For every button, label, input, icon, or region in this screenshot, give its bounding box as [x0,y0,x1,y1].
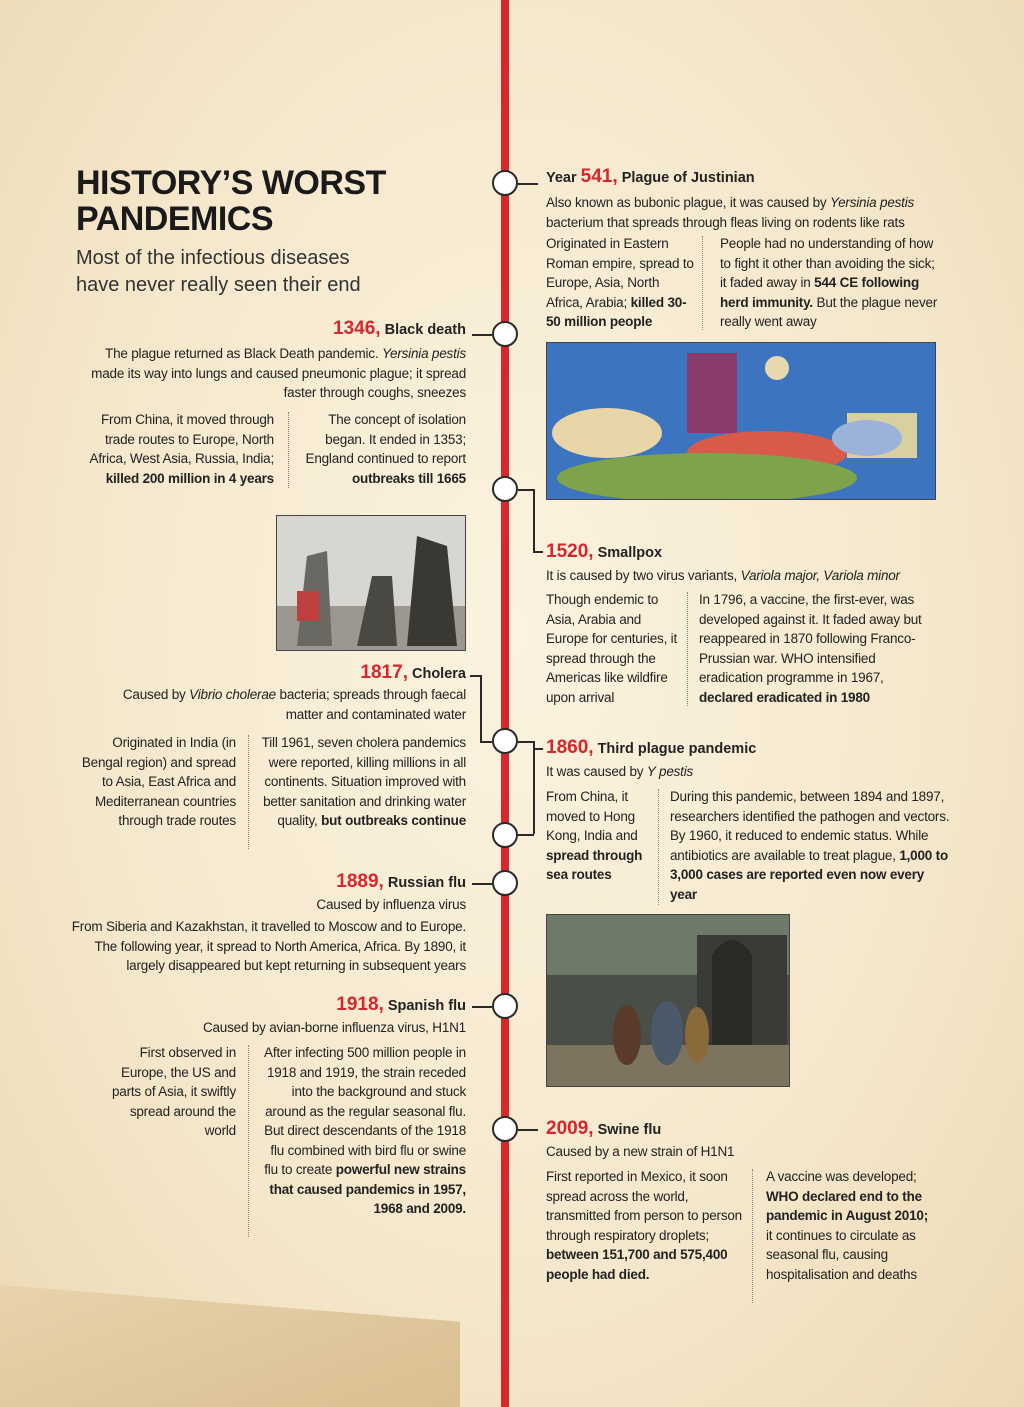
year-1918: 1918, [336,994,384,1015]
tick-2009 [518,1129,538,1131]
desc-1817: Caused by Vibrio cholerae bacteria; spreads through faecal matter and contaminated water [122,687,466,722]
header-1860 [546,737,756,759]
connector-1520 [533,489,535,552]
title-line-2: PANDEMICS [76,200,273,238]
node-2009 [492,1116,518,1142]
cholera-engraving-art [277,516,466,651]
header-1346 [260,318,466,340]
separator-541 [702,236,703,330]
tick-1520 [518,489,534,491]
col1-1346: From China, it moved through trade routes to Europe, North Africa, West Asia, Russia, India; killed 200 million in 4 years [89,412,274,486]
col2-1346: The concept of isolation began. It ended in 1353; England continued to report outbreaks till 1665 [305,412,466,486]
header-1520 [546,541,662,563]
tick-1889 [472,883,492,885]
node-1346 [492,321,518,347]
col1-2009: First reported in Mexico, it soon spread across the world, transmitted from person to person through respiratory droplets; between 151,700 and 575,400 people had died. [546,1169,742,1282]
col2-1817: Till 1961, seven cholera pandemics were reported, killing millions in all continents. Situation improved with better sanitation and drinking water quality, but outbreaks continue [261,735,466,828]
year-2009: 2009, [546,1118,594,1139]
tick-1860a [518,741,534,743]
title-line-1: HISTORY’S WORST [76,164,386,202]
year-1346: 1346, [333,318,381,339]
connector-1860 [533,741,535,834]
desc-541: Also known as bubonic plague, it was caused by Yersinia pestis bacterium that spreads through fleas living on rodents like rats [546,195,915,230]
event-name-1346: Black death [384,322,466,338]
col1-1860: From China, it moved to Hong Kong, India and spread through sea routes [546,789,643,882]
subtitle-line-1: Most of the infectious diseases [76,247,350,269]
node-1520 [492,476,518,502]
cholera-engraving-image [276,515,466,651]
col2-541: People had no understanding of how to fight it other than avoiding the sick; it faded away in 544 CE following herd immunity. But the plague never really went away [720,236,938,329]
header-2009 [546,1118,661,1140]
desc-1889: Caused by influenza virus [316,897,466,912]
year-1860: 1860, [546,737,594,758]
timeline-axis [501,0,509,1407]
separator-1520 [687,592,688,706]
col2-1520: In 1796, a vaccine, the first-ever, was developed against it. It faded away but reappeared in 1870 following Franco-Prussian war. WHO intensified eradication programme in 1967, declared eradicated in 1980 [699,592,922,705]
tick-541 [518,183,538,185]
event-name-1520: Smallpox [597,545,663,561]
separator-1860 [658,789,659,905]
separator-2009 [752,1169,753,1303]
desc-1860: It was caused by Y pestis [546,764,694,779]
tick-1918 [472,1006,492,1008]
separator-1817 [248,735,249,849]
page-title [76,165,386,237]
node-1889 [492,870,518,896]
node-1860 [492,822,518,848]
subtitle-line-2: have never really seen their end [76,274,361,296]
tick-1520b [533,551,543,553]
event-name-541: Plague of Justinian [621,170,755,186]
header-1918 [260,994,466,1016]
year-1817: 1817, [360,662,408,683]
col1-1918: First observed in Europe, the US and parts of Asia, it swiftly spread around the world [111,1045,236,1138]
street-scene-image [546,914,790,1087]
page-subtitle [76,245,361,299]
desc-1918: Caused by avian-borne influenza virus, H1N1 [202,1020,466,1035]
col2-1860: During this pandemic, between 1894 and 1897, researchers identified the pathogen and vectors. By 1960, it reduced to endemic status. While antibiotics are available to treat plague, 1,000 to 3,000 cases are reported even now every year [670,789,950,902]
plague-illustration-image [546,342,936,500]
tick-1346 [472,334,492,336]
year-1520: 1520, [546,541,594,562]
event-name-1860: Third plague pandemic [597,741,757,757]
col1-1520: Though endemic to Asia, Arabia and Europe for centuries, it spread through the Americas like wildfire upon arrival [546,592,678,705]
node-1817 [492,728,518,754]
event-name-1918: Spanish flu [387,998,466,1014]
separator-1918 [248,1045,249,1237]
plague-illustration-art [547,343,936,500]
node-541 [492,170,518,196]
connector-1817 [480,675,482,742]
desc-1520: It is caused by two virus variants, Variola major, Variola minor [546,568,900,583]
tick-1860c [518,834,534,836]
header-1889 [260,871,466,893]
desc-2009: Caused by a new strain of H1N1 [546,1144,735,1159]
event-name-2009: Swine flu [597,1122,662,1138]
col1-1817: Originated in India (in Bengal region) and spread to Asia, East Africa and Mediterranean countries through trade routes [81,735,236,828]
body-1889: From Siberia and Kazakhstan, it travelled to Moscow and to Europe. The following year, it spread to North America, Africa. By 1890, it largely disappeared but kept returning in subsequent years [71,919,466,973]
header-541: Year 541, Plague of Justinian [546,166,755,187]
event-name-1889: Russian flu [387,875,466,891]
year-541: 541, [580,166,618,187]
tick-1817b [480,741,492,743]
col1-541: Originated in Eastern Roman empire, spread to Europe, Asia, North Africa, Arabia; killed 30-50 million people [546,236,694,329]
event-name-1817: Cholera [412,666,466,682]
desc-1346: The plague returned as Black Death pandemic. Yersinia pestis made its way into lungs and caused pneumonic plague; it spread faster through coughs, sneezes [91,346,466,400]
separator-1346 [288,412,289,488]
col2-1918: After infecting 500 million people in 1918 and 1919, the strain receded into the background and stuck around as the regular seasonal flu. But direct descendants of the 1918 flu combined with bird flu or swine flu to create powerful new strains that caused pandemics in 1957, 1968 and 2009. [264,1045,466,1216]
col2-2009: A vaccine was developed; WHO declared end to the pandemic in August 2010; it continues to circulate as seasonal flu, causing hospitalisation and deaths [766,1169,928,1282]
street-scene-art [547,915,790,1087]
year-1889: 1889, [336,871,384,892]
tick-1860b [533,748,543,750]
header-1817 [260,662,466,684]
node-1918 [492,993,518,1019]
